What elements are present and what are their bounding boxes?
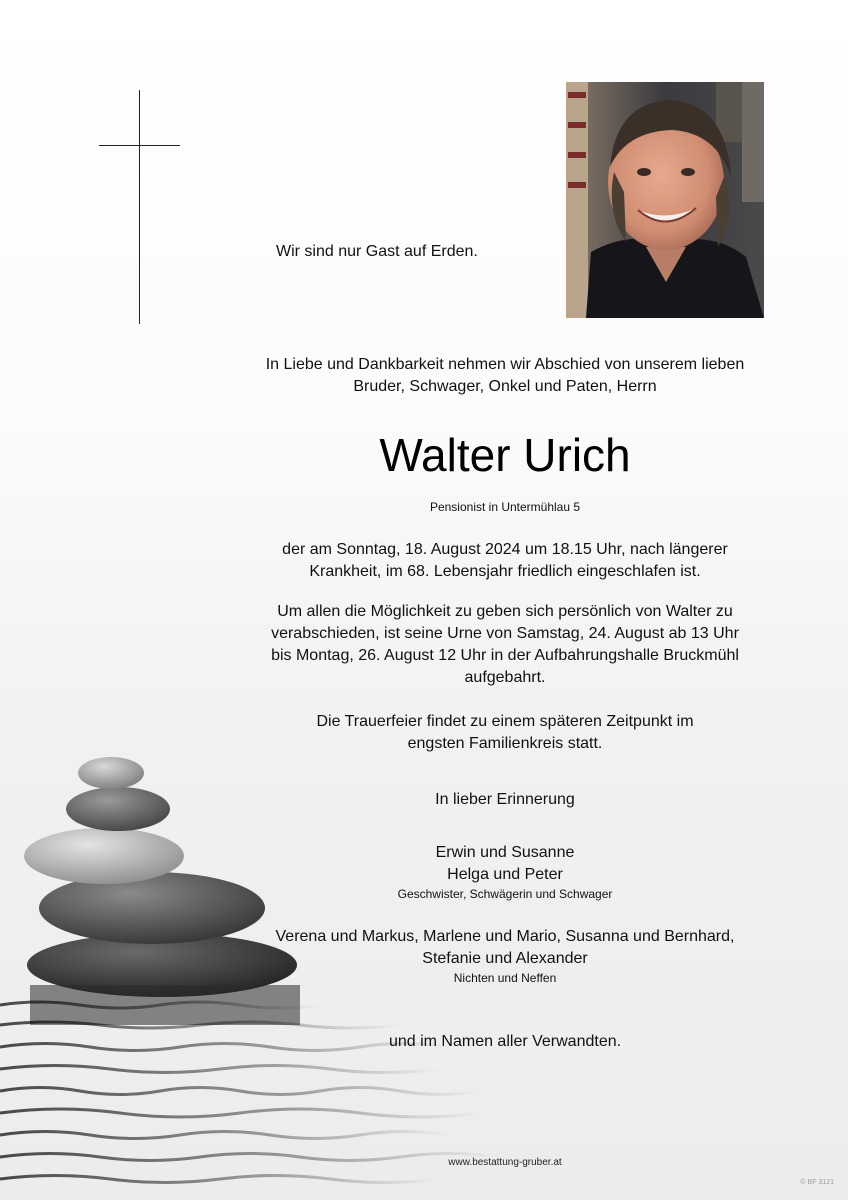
- viewing-notice: [250, 601, 760, 689]
- siblings-group: [250, 842, 760, 902]
- nieces-relation: Nichten und Neffen: [453, 971, 557, 985]
- death-notice: [250, 539, 760, 583]
- closing-text: und im Namen aller Verwandten.: [388, 1033, 622, 1050]
- document-code: © BF 3121: [800, 1179, 834, 1186]
- intro-text: [250, 354, 760, 398]
- viewing-line: bis Montag, 26. August 12 Uhr in der Aufbahrungshalle Bruckmühl: [271, 647, 739, 664]
- funeral-home-website: www.bestattung-gruber.at: [448, 1157, 562, 1168]
- intro-line: Bruder, Schwager, Onkel und Paten, Herrn: [353, 378, 657, 395]
- occupation-text: Pensionist in Untermühlau 5: [429, 500, 581, 514]
- motto-text: Wir sind nur Gast auf Erden.: [276, 243, 478, 260]
- viewing-line: aufgebahrt.: [464, 669, 546, 686]
- death-line: der am Sonntag, 18. August 2024 um 18.15 Uhr, nach längerer: [282, 541, 728, 558]
- portrait-photo: [566, 82, 764, 318]
- viewing-line: verabschieden, ist seine Urne von Samstag, 24. August ab 13 Uhr: [271, 625, 739, 642]
- siblings-name: Helga und Peter: [447, 866, 563, 883]
- ceremony-line: engsten Familienkreis statt.: [407, 735, 603, 752]
- ceremony-notice: [250, 711, 760, 755]
- ceremony-line: Die Trauerfeier findet zu einem späteren Zeitpunkt im: [316, 713, 694, 730]
- siblings-name: Erwin und Susanne: [435, 844, 575, 861]
- nieces-name: Verena und Markus, Marlene und Mario, Susanna und Bernhard,: [275, 928, 735, 945]
- siblings-relation: Geschwister, Schwägerin und Schwager: [397, 887, 613, 901]
- viewing-line: Um allen die Möglichkeit zu geben sich persönlich von Walter zu: [277, 603, 733, 620]
- death-line: Krankheit, im 68. Lebensjahr friedlich eingeschlafen ist.: [309, 563, 701, 580]
- intro-line: In Liebe und Dankbarkeit nehmen wir Abschied von unserem lieben: [265, 356, 745, 373]
- cross-vertical-bar: [139, 90, 140, 324]
- nieces-name: Stefanie und Alexander: [422, 950, 588, 967]
- remembrance-text: In lieber Erinnerung: [435, 791, 575, 808]
- cross-horizontal-bar: [99, 145, 180, 146]
- deceased-name: Walter Urich: [379, 429, 631, 481]
